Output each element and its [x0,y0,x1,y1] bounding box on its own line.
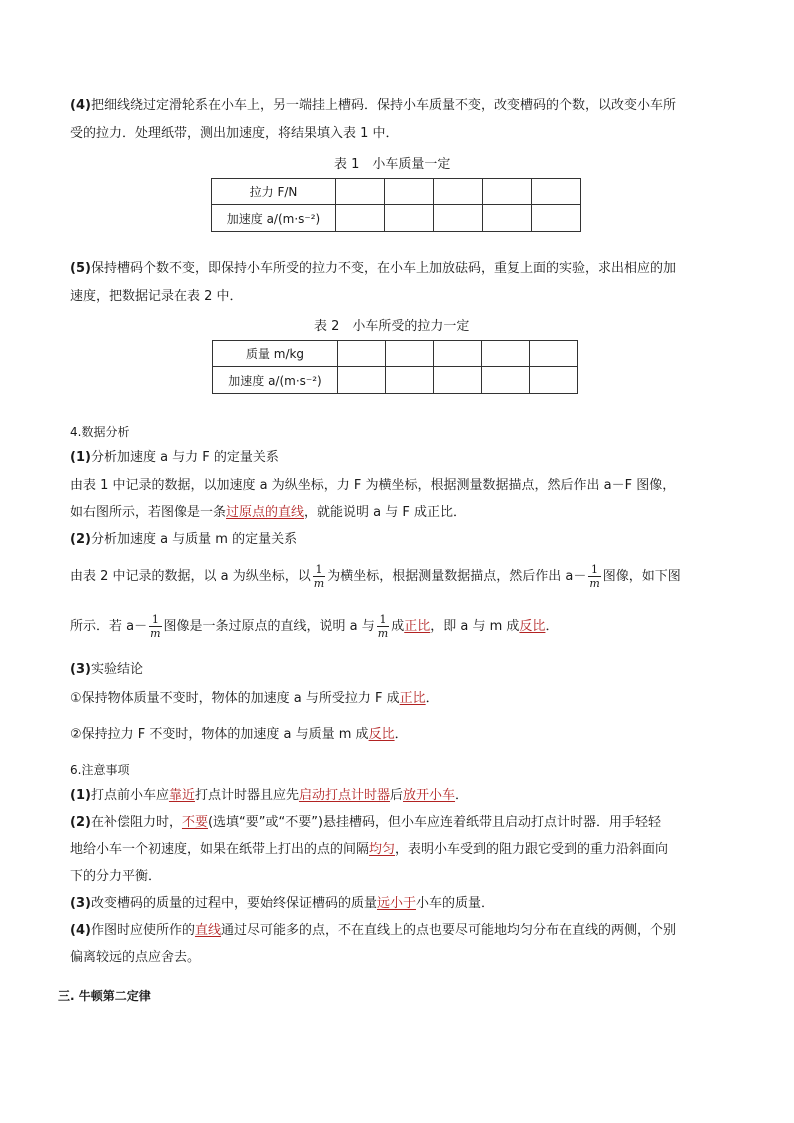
table-cell [385,205,434,232]
table-cell [338,367,386,394]
sec4-sub2: (2)分析加速度 a 与质量 m 的定量关系 [70,532,298,547]
step4-line1: (4)把细线绕过定滑轮系在小车上，另一端挂上槽码．保持小车质量不变，改变槽码的个数，以改变小车所 [70,98,676,113]
table-cell [530,367,578,394]
table-cell [532,179,581,205]
sec3-title: 三. 牛顿第二定律 [58,989,151,1003]
fraction-one-over-m: $\frac{1}{m}$ [377,613,389,640]
sec4-p3: 所示．若 a－ $\frac{1}{m}$ 图像是一条过原点的直线，说明 a 与 $\frac{1}{m}$ 成正比，即 a 与 m 成反比． [70,613,559,640]
table1-caption: 表 1 小车质量一定 [334,157,451,172]
table-cell [386,341,434,367]
step4-line2: 受的拉力．处理纸带，测出加速度，将结果填入表 1 中． [70,126,399,141]
answer-blank: 反比 [519,619,546,634]
table-cell [532,205,581,232]
note-1: (1)打点前小车应靠近打点计时器且应先启动打点计时器后放开小车． [70,788,469,803]
note-2-line1: (2)在补偿阻力时，不要(选填“要”或“不要”)悬挂槽码，但小车应连着纸带且启动打点计时器．用手轻轻 [70,815,662,830]
table-cell [336,205,385,232]
answer-blank: 正比 [404,619,431,634]
answer-blank: 正比 [399,691,426,706]
answer-blank: 直线 [194,923,221,938]
table-cell [434,341,482,367]
table-cell [336,179,385,205]
step5-line1: (5)保持槽码个数不变，即保持小车所受的拉力不变，在小车上加放砝码，重复上面的实验，求出相应的加 [70,261,676,276]
table1-row-force [212,179,581,205]
note-2-line2: 地给小车一个初速度，如果在纸带上打出的点的间隔均匀，表明小车受到的阻力跟它受到的重力沿斜面向 [70,842,669,857]
table2-row-mass [213,341,578,367]
step4-num: (4) [70,98,91,113]
table-cell [385,179,434,205]
sec4-p1-line2: 如右图所示，若图像是一条过原点的直线，就能说明 a 与 F 成正比． [70,505,467,520]
note-4-line1: (4)作图时应使所作的直线通过尽可能多的点，不在直线上的点也要尽可能地均匀分布在直线的两侧，个别 [70,923,676,938]
table-cell [483,205,532,232]
note-2-line3: 下的分力平衡． [70,869,162,884]
answer-blank: 不要 [181,815,208,830]
sec4-sub3: (3)实验结论 [70,662,143,677]
answer-blank: 反比 [368,727,395,742]
table-cell [434,367,482,394]
table-cell [434,205,483,232]
table2-accel-label: 加速度 a/(m·s⁻²) [213,367,338,394]
table-cell [482,367,530,394]
fraction-one-over-m: $\frac{1}{m}$ [150,613,161,640]
note-4-line2: 偏离较远的点应舍去。 [70,950,201,965]
table-cell [434,179,483,205]
sec4-p2: 由表 2 中记录的数据，以 a 为纵坐标，以 $\frac{1}{m}$ 为横坐标，根据测量数据描点，然后作出 a－ $\frac{1}{m}$ 图像，如下图 [70,563,681,590]
table-cell [530,341,578,367]
answer-blank: 均匀 [369,842,396,857]
table1-force-label: 拉力 F/N [212,179,336,205]
answer-blank: 启动打点计时器 [298,788,390,803]
table-cell [482,341,530,367]
step5-num: (5) [70,261,91,276]
sec4-title: 4.数据分析 [70,425,130,439]
table-cell [483,179,532,205]
table2 [212,340,578,394]
sec6-title: 6.注意事项 [70,763,130,777]
sec4-sub1: (1)分析加速度 a 与力 F 的定量关系 [70,450,279,465]
table1 [211,178,581,232]
conclusion-1: ①保持物体质量不变时，物体的加速度 a 与所受拉力 F 成正比． [70,691,439,706]
table2-caption: 表 2 小车所受的拉力一定 [314,319,470,334]
sec4-p1-line1: 由表 1 中记录的数据，以加速度 a 为纵坐标，力 F 为横坐标，根据测量数据描点，然后作出 a－F 图像， [70,478,676,493]
table-cell [386,367,434,394]
table-cell [338,341,386,367]
answer-blank: 远小于 [376,896,416,911]
table1-row-accel [212,205,581,232]
table2-mass-label: 质量 m/kg [213,341,338,367]
answer-blank: 放开小车 [403,788,456,803]
fraction-one-over-m: $\frac{1}{m}$ [589,563,600,590]
table2-row-accel [213,367,578,394]
fraction-one-over-m: $\frac{1}{m}$ [313,563,325,590]
note-3: (3)改变槽码的质量的过程中，要始终保证槽码的质量远小于小车的质量． [70,896,494,911]
answer-blank: 过原点的直线 [226,505,305,520]
table1-accel-label: 加速度 a/(m·s⁻²) [212,205,336,232]
step5-line2: 速度，把数据记录在表 2 中． [70,289,243,304]
conclusion-2: ②保持拉力 F 不变时，物体的加速度 a 与质量 m 成反比． [70,727,408,742]
answer-blank: 靠近 [168,788,195,803]
